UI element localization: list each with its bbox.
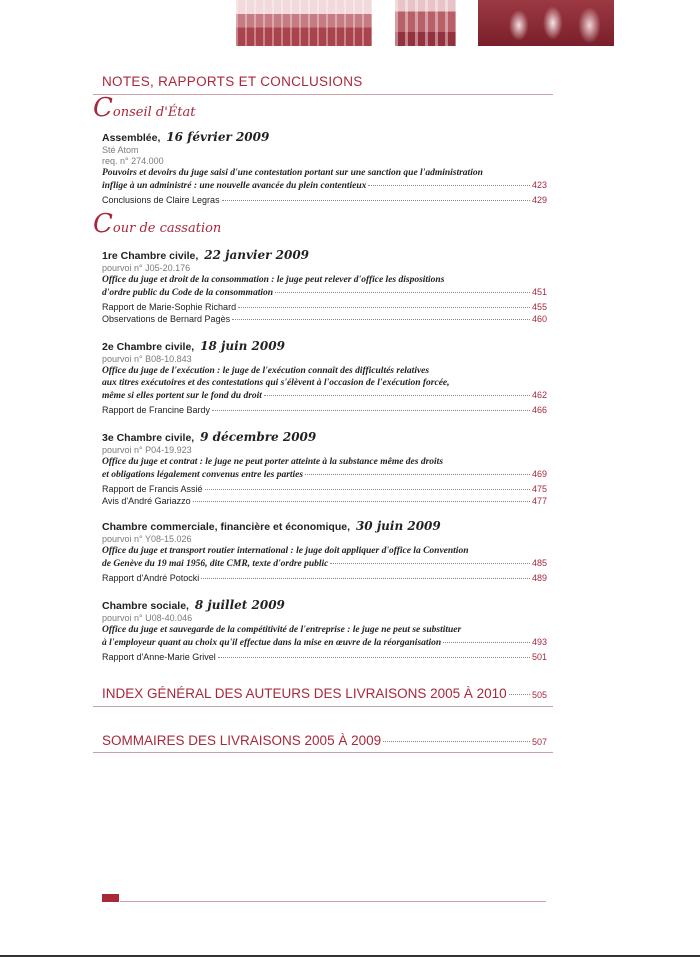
entry-item-row[interactable] xyxy=(102,495,547,507)
page-number: 429 xyxy=(531,195,547,205)
entry-summary-row[interactable] xyxy=(102,557,547,570)
page-number: 466 xyxy=(531,405,547,415)
conseil-chamber xyxy=(102,130,547,145)
cassation-entry-2 xyxy=(102,339,547,416)
leader-dots xyxy=(193,501,530,502)
cassation-heading-cap: C xyxy=(93,209,113,239)
entry-chamber xyxy=(102,430,547,445)
entry-summary-line: Office du juge et droit de la consommation : le juge peut relever d'office les dispositions xyxy=(102,275,445,285)
item-label: Avis d'André Gariazzo xyxy=(102,496,191,506)
entry-date: 22 janvier 2009 xyxy=(204,248,310,262)
item-label: Rapport de Marie-Sophie Richard xyxy=(102,302,237,312)
page-number: 489 xyxy=(531,573,547,583)
entry-summary-row[interactable] xyxy=(102,636,547,649)
entry-chamber-label: 2e Chambre civile, xyxy=(102,341,195,353)
conseil-summary-line2: inflige à un administré : une nouvelle avancée du plein contentieux xyxy=(102,181,367,191)
page-number: 493 xyxy=(531,637,547,647)
entry-chamber xyxy=(102,339,547,354)
entry-summary-line: Office du juge et sauvegarde de la compétitivité de l'entreprise : le juge ne peut se substituer xyxy=(102,625,462,635)
entry-date: 9 décembre 2009 xyxy=(200,430,317,444)
leader-dots xyxy=(201,578,530,579)
conseil-heading xyxy=(93,93,196,123)
sommaires-link[interactable] xyxy=(102,733,547,748)
leader-dots xyxy=(330,563,530,564)
entry-date: 8 juillet 2009 xyxy=(194,598,285,612)
item-label: Conclusions de Claire Legras xyxy=(102,195,220,205)
header-photo-palace xyxy=(236,0,372,46)
page-number: 485 xyxy=(531,558,547,568)
entry-summary-line: même si elles portent sur le fond du droit xyxy=(102,391,262,401)
conseil-date: 16 février 2009 xyxy=(166,130,270,144)
leader-dots xyxy=(305,474,530,475)
entry-chamber xyxy=(102,248,547,263)
conseil-summary-row[interactable] xyxy=(102,179,547,192)
entry-summary-line: Office du juge et contrat : le juge ne peut porter atteinte à la substance même des droits xyxy=(102,457,444,467)
index-label: INDEX GÉNÉRAL DES AUTEURS DES LIVRAISONS 2005 À 2010 xyxy=(102,686,507,701)
entry-ref: pourvoi n° U08-40.046 xyxy=(102,613,193,623)
entry-chamber xyxy=(102,519,547,534)
header-photo-facade xyxy=(395,0,456,46)
entry-summary-line: et obligations légalement convenus entre les parties xyxy=(102,470,304,480)
entry-summary-line: Office du juge et transport routier international : le juge doit appliquer d'office la Convention xyxy=(102,546,469,556)
item-label: Rapport de Francis Assié xyxy=(102,484,203,494)
entry-chamber-label: 1re Chambre civile, xyxy=(102,250,199,262)
entry-item-row[interactable] xyxy=(102,313,547,325)
conseil-entry xyxy=(102,130,547,206)
entry-summary-row[interactable] xyxy=(102,389,547,402)
item-label: Rapport de Francine Bardy xyxy=(102,405,211,415)
cassation-entry-4 xyxy=(102,519,547,584)
leader-dots xyxy=(212,410,530,411)
leader-dots xyxy=(205,489,530,490)
leader-dots xyxy=(232,319,530,320)
entry-ref: pourvoi n° P04-19.923 xyxy=(102,445,192,455)
cassation-entry-1 xyxy=(102,248,547,325)
leader-dots xyxy=(509,694,530,695)
page-title: NOTES, RAPPORTS ET CONCLUSIONS xyxy=(102,74,363,89)
entry-chamber-label: Chambre commerciale, financière et économique, xyxy=(102,521,351,533)
page-number: 460 xyxy=(531,314,547,324)
item-label: Observations de Bernard Pagès xyxy=(102,314,231,324)
entry-item-row[interactable] xyxy=(102,404,547,416)
conseil-ref: req. n° 274.000 xyxy=(102,156,164,166)
conseil-chamber-label: Assemblée, xyxy=(102,132,161,144)
entry-summary-row[interactable] xyxy=(102,286,547,299)
entry-item-row[interactable] xyxy=(102,651,547,663)
leader-dots xyxy=(443,642,530,643)
entry-chamber xyxy=(102,598,547,613)
footer-rule xyxy=(120,901,546,902)
entry-summary-row[interactable] xyxy=(102,468,547,481)
index-rule xyxy=(93,706,553,707)
sommaires-rule xyxy=(93,752,553,753)
entry-summary-line: aux titres exécutoires et des contestations qui s'élèvent à l'occasion de l'exécution forcée, xyxy=(102,378,450,388)
leader-dots xyxy=(383,741,530,742)
entry-chamber-label: Chambre sociale, xyxy=(102,600,189,612)
entry-ref: pourvoi n° B08-10.843 xyxy=(102,354,192,364)
page-number: 501 xyxy=(531,652,547,662)
entry-date: 18 juin 2009 xyxy=(200,339,285,353)
page-number: 505 xyxy=(531,690,547,700)
page-number: 423 xyxy=(531,180,547,190)
entry-summary-line: d'ordre public du Code de la consommation xyxy=(102,288,274,298)
sommaires-label: SOMMAIRES DES LIVRAISONS 2005 À 2009 xyxy=(102,733,382,748)
cassation-entry-3 xyxy=(102,430,547,507)
header-photo-statues xyxy=(478,0,614,46)
leader-dots xyxy=(218,657,530,658)
page-number: 507 xyxy=(531,737,547,747)
entry-item-row[interactable] xyxy=(102,483,547,495)
item-label: Rapport d'André Potocki xyxy=(102,573,200,583)
index-link[interactable] xyxy=(102,686,547,701)
entry-ref: pourvoi n° Y08-15.026 xyxy=(102,534,192,544)
title-rule xyxy=(93,94,553,95)
item-label: Rapport d'Anne-Marie Grivel xyxy=(102,652,216,662)
conseil-heading-cap: C xyxy=(93,93,113,123)
leader-dots xyxy=(238,307,530,308)
leader-dots xyxy=(275,292,530,293)
entry-date: 30 juin 2009 xyxy=(355,519,441,533)
page-number: 477 xyxy=(531,496,547,506)
cassation-heading xyxy=(93,209,222,239)
page-number: 455 xyxy=(531,302,547,312)
footer-logo-icon xyxy=(102,894,119,902)
leader-dots xyxy=(368,185,530,186)
page-number: 462 xyxy=(531,390,547,400)
conseil-summary-line1: Pouvoirs et devoirs du juge saisi d'une contestation portant sur une sanction que l'administration xyxy=(102,168,483,178)
leader-dots xyxy=(264,395,530,396)
entry-summary-line: à l'employeur quant au choix qu'il effectue dans la mise en œuvre de la réorganisation xyxy=(102,638,442,648)
page-number: 475 xyxy=(531,484,547,494)
entry-item-row[interactable] xyxy=(102,572,547,584)
entry-summary-line: Office du juge de l'exécution : le juge de l'exécution connaît des difficultés relatives xyxy=(102,366,430,376)
entry-chamber-label: 3e Chambre civile, xyxy=(102,432,195,444)
page-number: 451 xyxy=(531,287,547,297)
cassation-entry-5 xyxy=(102,598,547,663)
entry-ref: pourvoi n° J05-20.176 xyxy=(102,263,191,273)
entry-item-row[interactable] xyxy=(102,301,547,313)
entry-summary-line: de Genève du 19 mai 1956, dite CMR, texte d'ordre public xyxy=(102,559,329,569)
page-number: 469 xyxy=(531,469,547,479)
conseil-item-row[interactable] xyxy=(102,194,547,206)
leader-dots xyxy=(222,200,530,201)
conseil-heading-rest: onseil d'État xyxy=(112,105,196,120)
conseil-party: Sté Atom xyxy=(102,145,139,155)
cassation-heading-rest: our de cassation xyxy=(112,221,222,236)
